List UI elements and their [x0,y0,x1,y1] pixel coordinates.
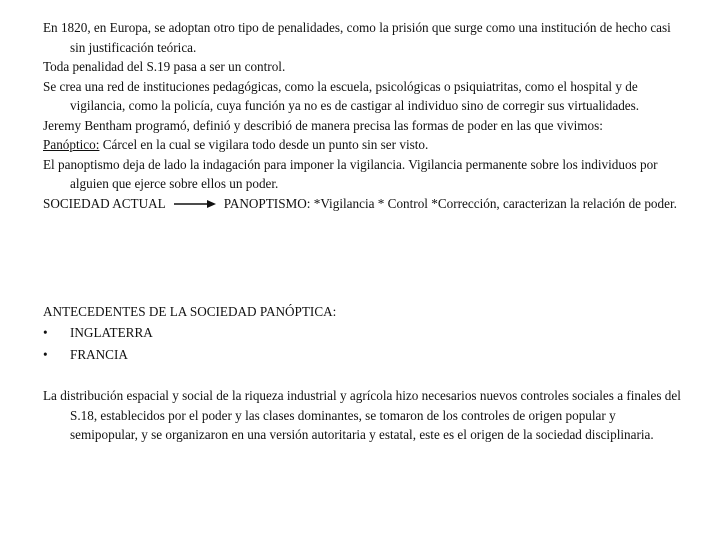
list-item-label: FRANCIA [70,347,128,362]
paragraph-bentham: Jeremy Bentham programó, definió y describió de manera precisa las formas de poder en las que vivimos: [43,117,603,133]
bullet-icon: • [43,347,48,362]
panoptico-term: Panóptico: [43,137,100,152]
sociedad-actual-label: SOCIEDAD ACTUAL [43,195,166,211]
panoptismo-definition: PANOPTISMO: *Vigilancia * Control *Corrección, caracterizan la relación de poder. [223,195,677,211]
paragraph-sociedad-actual [43,194,683,214]
top-text-block [43,18,683,213]
list-item-label: INGLATERRA [70,324,153,340]
bullet-icon: • [43,324,48,340]
list-item [43,345,683,365]
list-item [43,323,683,343]
paragraph-red-instituciones: Se crea una red de instituciones pedagógicas, como la escuela, psicológicas o psiquiatritas, como el hospital y de vigilancia, como la policía, cuya función ya no es de castigar al individuo sino de corregir sus virtualidades. [43,78,640,113]
antecedentes-list [43,323,683,365]
paragraph-1820: En 1820, en Europa, se adoptan otro tipo de penalidades, como la prisión que surge como una institución de hecho casi sin justificación teórica. [43,20,671,55]
antecedentes-heading: ANTECEDENTES DE LA SOCIEDAD PANÓPTICA: [43,304,337,319]
paragraph-panoptico [43,135,683,155]
paragraph-penalidad: Toda penalidad del S.19 pasa a ser un control. [43,59,286,74]
paragraph-sociedad-disciplinaria: La distribución espacial y social de la riqueza industrial y agrícola hizo necesarios nuevos controles sociales a finales del S.18, establecidos por el poder y las clases dominantes, se tomaron de los controles de origen popular y semipopular, y se organizaron en una versión autoritaria y estatal, este es el origen de la sociedad disciplinaria. [43,388,681,442]
right-arrow-icon [174,199,216,209]
final-text-block [43,386,683,445]
paragraph-panoptismo: El panoptismo deja de lado la indagación para imponer la vigilancia. Vigilancia permanente sobre los individuos por alguien que ejerce sobre ellos un poder. [43,156,658,191]
panoptico-definition: Cárcel en la cual se vigilara todo desde un punto sin ser visto. [99,137,429,152]
antecedentes-section [43,302,683,368]
